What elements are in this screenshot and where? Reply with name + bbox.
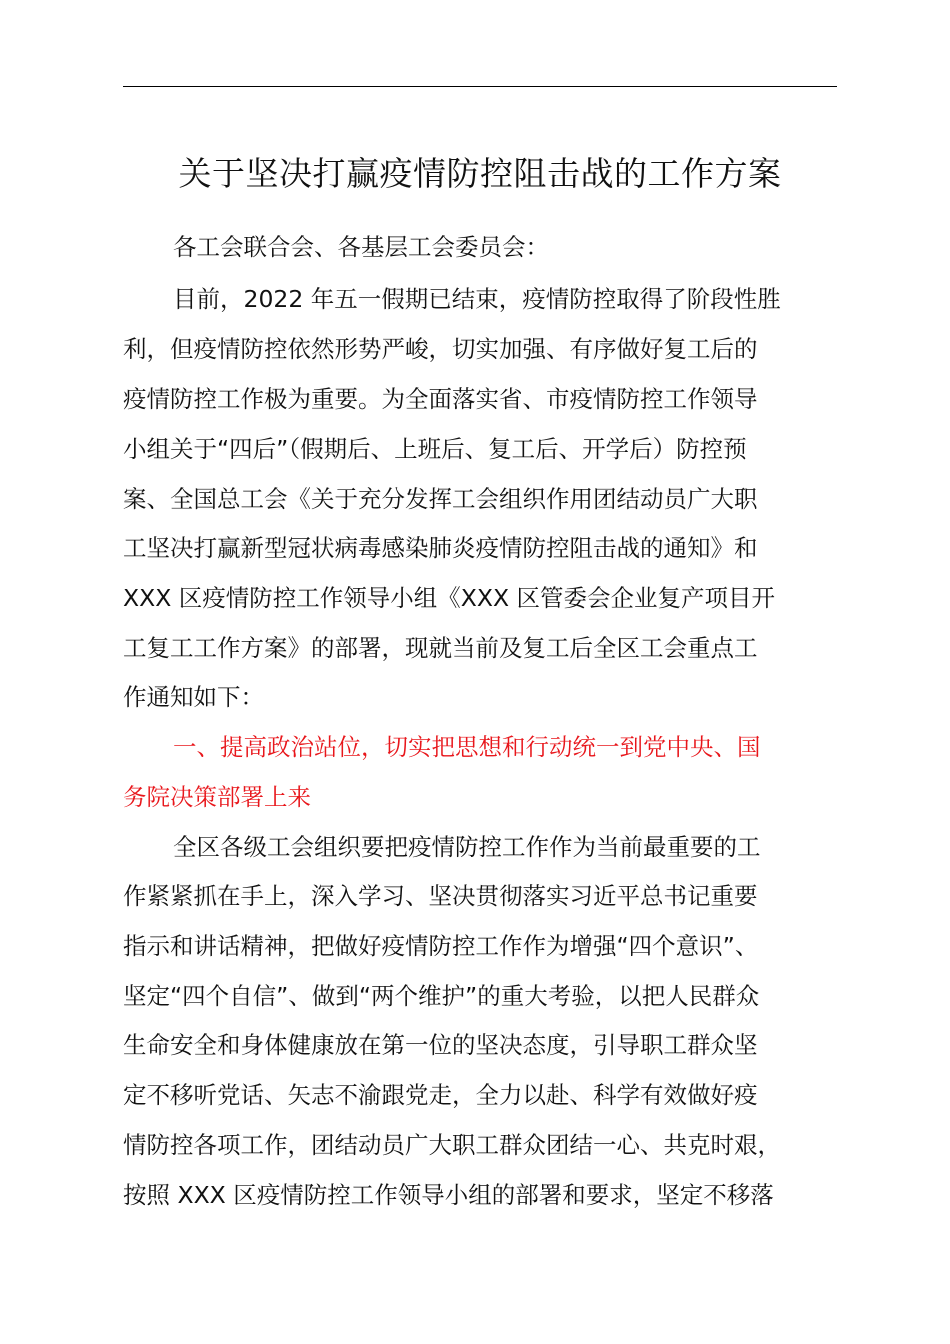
paragraph-2-line-8: 按照 XXX 区疫情防控工作领导小组的部署和要求，坚定不移落 [123, 1181, 774, 1209]
paragraph-2-line-5: 生命安全和身体健康放在第一位的坚决态度，引导职工群众坚 [123, 1031, 758, 1059]
paragraph-2-line-6: 定不移听党话、矢志不渝跟党走，全力以赴、科学有效做好疫 [123, 1081, 758, 1109]
paragraph-2-line-2: 作紧紧抓在手上，深入学习、坚决贯彻落实习近平总书记重要 [123, 882, 758, 910]
section-heading-1-line-2: 务院决策部署上来 [123, 783, 311, 811]
salutation: 各工会联合会、各基层工会委员会： [173, 233, 549, 261]
paragraph-1-line-6: 工坚决打赢新型冠状病毒感染肺炎疫情防控阻击战的通知》和 [123, 534, 758, 562]
paragraph-2-line-3: 指示和讲话精神，把做好疫情防控工作作为增强“四个意识”、 [123, 932, 759, 960]
paragraph-2-line-7: 情防控各项工作，团结动员广大职工群众团结一心、共克时艰， [123, 1131, 781, 1159]
paragraph-1-line-1: 目前，2022 年五一假期已结束，疫情防控取得了阶段性胜 [173, 285, 781, 313]
paragraph-1-line-4: 小组关于“四后”（假期后、上班后、复工后、开学后）防控预 [123, 435, 747, 463]
paragraph-1-line-7: XXX 区疫情防控工作领导小组《XXX 区管委会企业复产项目开 [123, 584, 776, 612]
paragraph-1-line-3: 疫情防控工作极为重要。为全面落实省、市疫情防控工作领导 [123, 385, 758, 413]
document-title: 关于坚决打赢疫情防控阻击战的工作方案 [178, 154, 782, 193]
section-heading-1-line-1: 一、提高政治站位，切实把思想和行动统一到党中央、国 [173, 733, 761, 761]
paragraph-1-line-9: 作通知如下： [123, 683, 264, 711]
paragraph-1-line-5: 案、全国总工会《关于充分发挥工会组织作用团结动员广大职 [123, 485, 758, 513]
header-rule [123, 86, 837, 87]
paragraph-2-line-1: 全区各级工会组织要把疫情防控工作作为当前最重要的工 [173, 833, 761, 861]
paragraph-2-line-4: 坚定“四个自信”、做到“两个维护”的重大考验，以把人民群众 [123, 982, 760, 1010]
paragraph-1-line-2: 利，但疫情防控依然形势严峻，切实加强、有序做好复工后的 [123, 335, 758, 363]
paragraph-1-line-8: 工复工工作方案》的部署，现就当前及复工后全区工会重点工 [123, 634, 758, 662]
